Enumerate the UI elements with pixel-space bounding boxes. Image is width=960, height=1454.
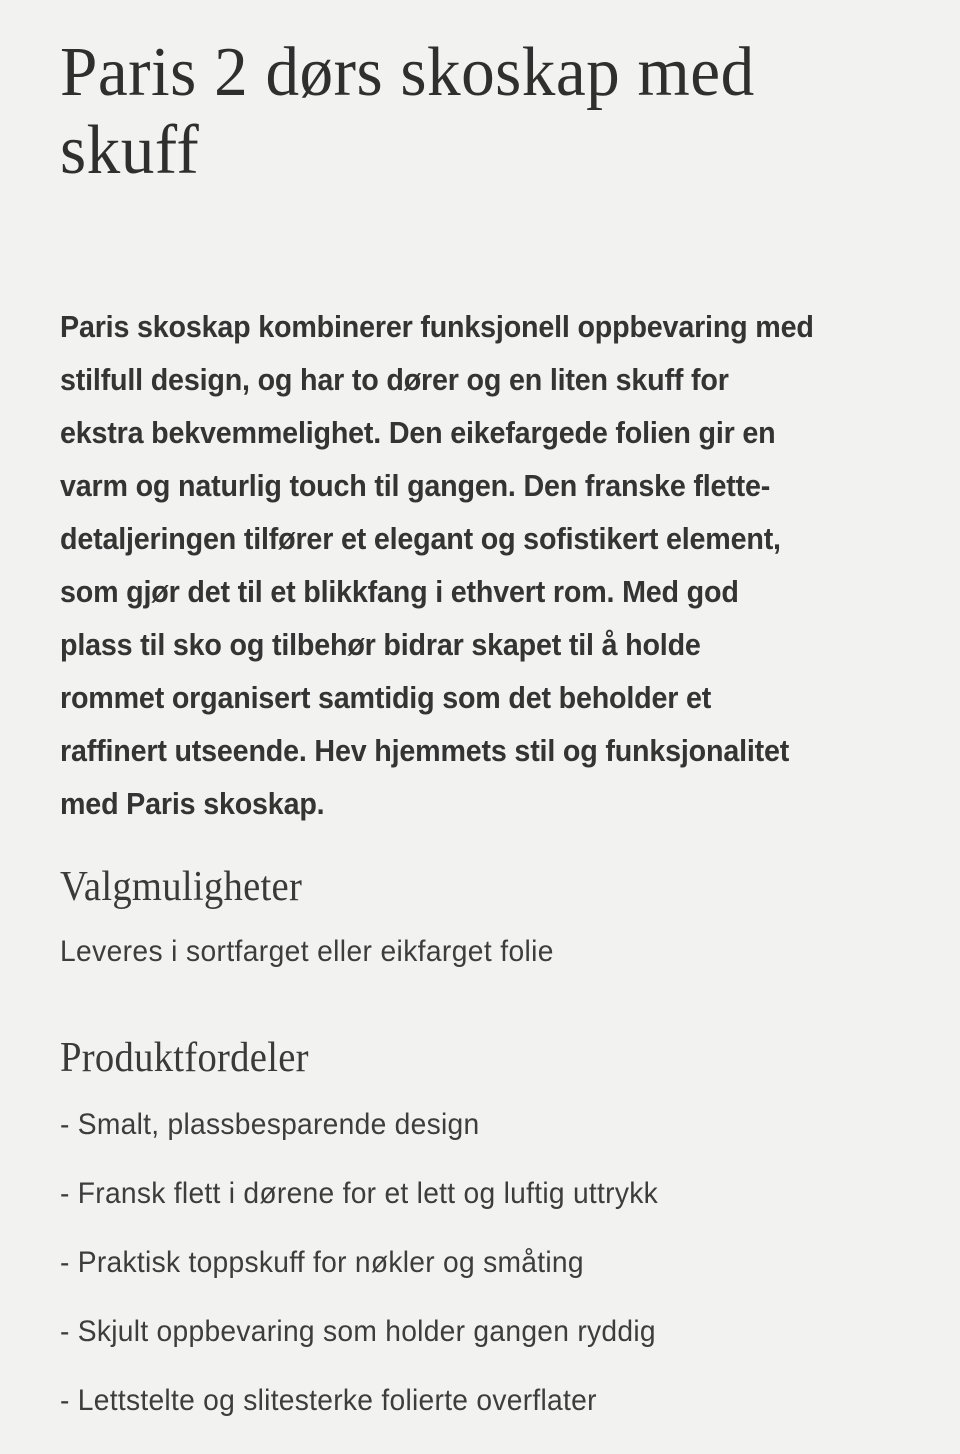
- description-line-10: med Paris skoskap.: [60, 786, 325, 821]
- description-line-8: rommet organisert samtidig som det beholder et: [60, 680, 712, 715]
- description-line-4: varm og naturlig touch til gangen. Den franske flette-: [60, 468, 771, 503]
- page-title: [60, 34, 900, 190]
- section-heading-options: Valgmuligheter: [60, 864, 303, 910]
- section-heading-benefits: Produktfordeler: [60, 1035, 309, 1081]
- description-line-5: detaljeringen tilfører et elegant og sofistikert element,: [60, 521, 781, 556]
- list-item: - Smalt, plassbesparende design: [60, 1108, 480, 1141]
- product-description-paragraph: [60, 300, 940, 830]
- benefits-list: [60, 1105, 940, 1421]
- list-item: - Lettstelte og slitesterke folierte overflater: [60, 1384, 597, 1417]
- description-line-3: ekstra bekvemmelighet. Den eikefargede folien gir en: [60, 415, 776, 450]
- description-line-7: plass til sko og tilbehør bidrar skapet til å holde: [60, 627, 701, 662]
- list-item: - Praktisk toppskuff for nøkler og småting: [60, 1246, 584, 1279]
- description-line-9: raffinert utseende. Hev hjemmets stil og funksjonalitet: [60, 733, 790, 768]
- options-text: Leveres i sortfarget eller eikfarget folie: [60, 935, 554, 968]
- list-item: - Fransk flett i dørene for et lett og luftig uttrykk: [60, 1177, 658, 1210]
- list-item: - Skjult oppbevaring som holder gangen ryddig: [60, 1315, 656, 1348]
- page-title-line-1: Paris 2 dørs skoskap med: [60, 34, 755, 111]
- description-line-6: som gjør det til et blikkfang i ethvert rom. Med god: [60, 574, 739, 609]
- description-line-1: Paris skoskap kombinerer funksjonell oppbevaring med: [60, 309, 814, 344]
- description-line-2: stilfull design, og har to dører og en liten skuff for: [60, 362, 729, 397]
- page-title-line-2: skuff: [60, 112, 200, 189]
